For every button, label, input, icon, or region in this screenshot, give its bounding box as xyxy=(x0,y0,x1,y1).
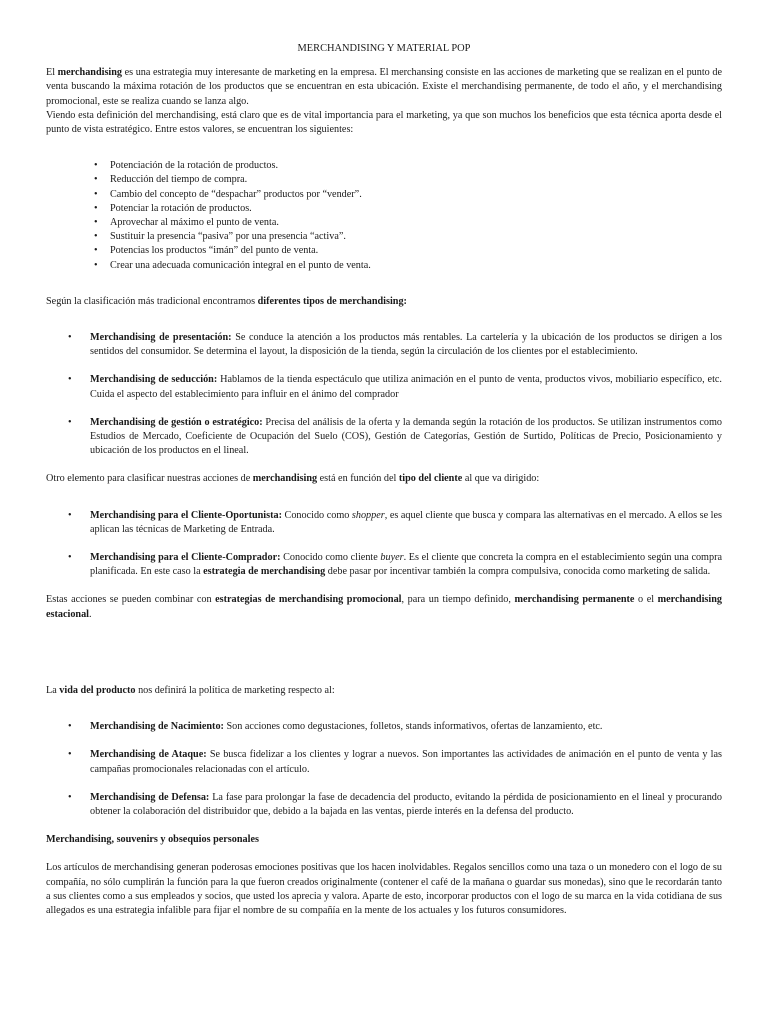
life-intro: La vida del producto nos definirá la política de marketing respecto al: xyxy=(46,684,335,696)
types-intro: Según la clasificación más tradicional encontramos diferentes tipos de merchandising: xyxy=(46,295,407,307)
list-item: • Cambio del concepto de “despachar” productos por “vender”. xyxy=(94,188,722,202)
list-item: • Merchandising de Defensa: La fase para prolongar la fase de decadencia del producto, evitando la pérdida de posicionamiento en el lineal y procurando obtener la colaboración del distribuidor que, debido a la bajada en las ventas, pierde interés en la defensa del producto. xyxy=(68,791,722,819)
combine-paragraph: Estas acciones se pueden combinar con estrategias de merchandising promocional, para un tiempo definido, merchandising permanente o el merchandising estacional. xyxy=(46,594,722,620)
souvenirs-paragraph: Los artículos de merchandising generan poderosas emociones positivas que los hacen inolvidables. Regalos sencillos como una taza o un monedero con el logo de su compañía, no sólo cumplirán la función para la que fueron creados originalmente (contener el café de la mañana o guardar sus monedas), sino que le recordarán tanto a sus clientes como a sus empleados y socios, que usted los aprecia y valora. Aparte de esto, incorporar productos con el logo de su marca en la vida cotidiana de sus allegados es una estrategia infalible para fijar el nombre de su compañía en la mente de los actuales y los futuros consumidores. xyxy=(46,862,722,916)
intro-paragraph-1: El merchandising es una estrategia muy interesante de marketing en la empresa. El merchansing consiste en las acciones de marketing que se realizan en el punto de venta buscando la máxima rotación de los productos que se encuentran en esta ubicación. Existe el merchandising permanente, de todo el año, y el merchandising promocional, este se realiza cuando se lanza algo. xyxy=(46,67,722,107)
list-item: • Potenciación de la rotación de productos. xyxy=(94,159,722,173)
list-item: • Merchandising de gestión o estratégico: Precisa del análisis de la oferta y la demanda según la rotación de los productos. Se utilizan instrumentos como Estudios de Mercado, Coeficiente de Ocupación del Suelo (COS), Gestión de Categorías, Gestión de Surtido, Políticas de Precio, Posicionamiento y ubicación de los productos en el lineal. xyxy=(68,416,722,459)
benefits-list xyxy=(46,159,722,273)
intro-paragraph-2: Viendo esta definición del merchandising, está claro que es de vital importancia para el marketing, ya que son muchos los beneficios que esta técnica aporta desde el punto de vista estratégico. Entre estos valores, se encuentran los siguientes: xyxy=(46,109,722,136)
list-item: • Merchandising para el Cliente-Oportunista: Conocido como shopper, es aquel cliente que busca y compara las alternativas en el mercado. A ellos se les aplican las técnicas de Marketing de Entrada. xyxy=(68,509,722,537)
clients-list xyxy=(46,509,722,580)
client-intro: Otro elemento para clasificar nuestras acciones de merchandising está en función del tipo del cliente al que va dirigido: xyxy=(46,473,540,485)
life-list xyxy=(46,720,722,819)
list-item: • Potenciar la rotación de productos. xyxy=(94,202,722,216)
list-item: • Merchandising de Nacimiento: Son acciones como degustaciones, folletos, stands informativos, ofertas de lanzamiento, etc. xyxy=(68,720,722,734)
types-list xyxy=(46,331,722,458)
list-item: • Merchandising de Ataque: Se busca fidelizar a los clientes y lograr a nuevos. Son importantes las actividades de animación en el punto de venta y las campañas promocionales relacionadas con el artículo. xyxy=(68,748,722,776)
list-item: • Aprovechar al máximo el punto de venta. xyxy=(94,216,722,230)
list-item: • Crear una adecuada comunicación integral en el punto de venta. xyxy=(94,259,722,273)
list-item: • Sustituir la presencia “pasiva” por una presencia “activa”. xyxy=(94,230,722,244)
list-item: • Merchandising de seducción: Hablamos de la tienda espectáculo que utiliza animación en el punto de venta, productos vivos, mobiliario específico, etc. Cuida el aspecto del establecimiento para influir en el ánimo del comprador xyxy=(68,373,722,401)
section-heading: Merchandising, souvenirs y obsequios personales xyxy=(46,834,259,846)
list-item: • Merchandising de presentación: Se conduce la atención a los productos más rentables. La cartelería y la ubicación de los productos se dirigen a los sentidos del consumidor. Se determina el layout, la disposición de la tienda, según la circulación de los clientes por el establecimiento. xyxy=(68,331,722,359)
list-item: • Merchandising para el Cliente-Comprador: Conocido como cliente buyer. Es el cliente que concreta la compra en el establecimiento según una compra planificada. En este caso la estrategia de merchandising debe pasar por incentivar también la compra compulsiva, conocida como marketing de salida. xyxy=(68,551,722,579)
list-item: • Reducción del tiempo de compra. xyxy=(94,173,722,187)
list-item: • Potencias los productos “imán” del punto de venta. xyxy=(94,244,722,258)
page-title: MERCHANDISING Y MATERIAL POP xyxy=(297,43,471,54)
bold-term: merchandising xyxy=(57,67,123,79)
